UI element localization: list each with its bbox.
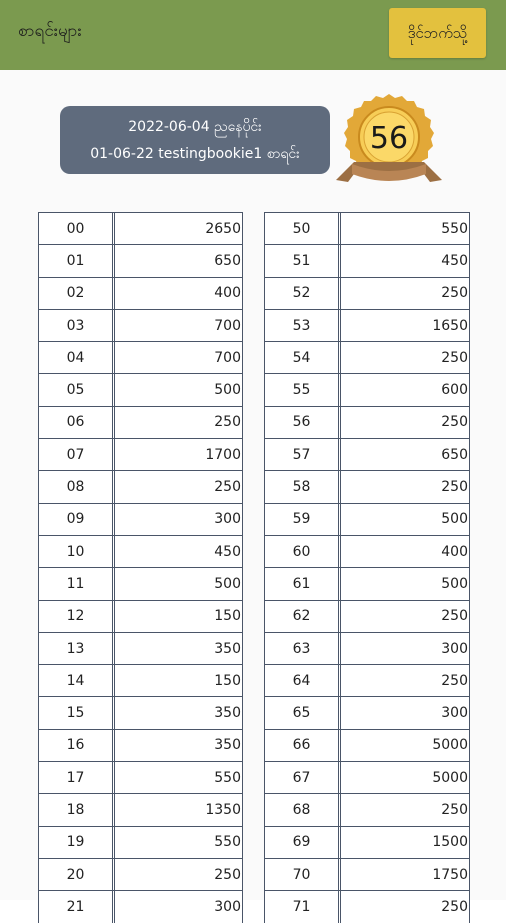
table-row (265, 890, 470, 922)
table-row (39, 212, 243, 244)
amount-cell: 700 (214, 317, 241, 334)
amount-cell: 300 (441, 640, 468, 657)
number-cell: 19 (39, 827, 115, 858)
number-cell: 00 (39, 213, 115, 244)
amount-cell: 350 (214, 737, 241, 754)
number-cell: 52 (265, 278, 341, 309)
table-row (39, 632, 243, 664)
table-row (39, 761, 243, 793)
table-row (39, 277, 243, 309)
number-cell: 61 (265, 568, 341, 599)
page-title: စာရင်းများ (18, 21, 82, 41)
amount-cell: 650 (214, 252, 241, 269)
amount-cell: 250 (441, 898, 468, 915)
amount-cell: 250 (214, 414, 241, 431)
table-row (265, 438, 470, 470)
table-row (265, 470, 470, 502)
amount-cell: 450 (214, 543, 241, 560)
amount-cell: 300 (441, 705, 468, 722)
amount-cell: 2650 (205, 220, 241, 237)
number-cell: 59 (265, 504, 341, 535)
number-cell: 71 (265, 891, 341, 922)
number-cell: 14 (39, 665, 115, 696)
table-row (265, 761, 470, 793)
table-row (265, 858, 470, 890)
table-row (265, 535, 470, 567)
table-row (265, 793, 470, 825)
table-row (265, 341, 470, 373)
table-row (39, 244, 243, 276)
amount-cell: 5000 (432, 769, 468, 786)
number-cell: 68 (265, 794, 341, 825)
amount-cell: 500 (214, 382, 241, 399)
number-cell: 10 (39, 536, 115, 567)
number-cell: 06 (39, 407, 115, 438)
number-cell: 04 (39, 342, 115, 373)
amount-cell: 550 (214, 769, 241, 786)
amount-cell: 300 (214, 898, 241, 915)
amount-cell: 350 (214, 705, 241, 722)
amount-cell: 550 (441, 220, 468, 237)
table-row (265, 567, 470, 599)
table-row (265, 632, 470, 664)
number-cell: 11 (39, 568, 115, 599)
badge-number: 56 (369, 121, 409, 156)
number-cell: 08 (39, 471, 115, 502)
table-row (265, 309, 470, 341)
number-cell: 18 (39, 794, 115, 825)
table-row (39, 600, 243, 632)
number-cell: 20 (39, 859, 115, 890)
number-cell: 54 (265, 342, 341, 373)
number-cell: 64 (265, 665, 341, 696)
table-row (39, 567, 243, 599)
table-row (39, 890, 243, 922)
table-row (39, 535, 243, 567)
amount-cell: 250 (441, 672, 468, 689)
table-row (265, 373, 470, 405)
table-row (265, 503, 470, 535)
number-cell: 15 (39, 697, 115, 728)
amount-cell: 1700 (205, 446, 241, 463)
amount-cell: 650 (441, 446, 468, 463)
table-row (39, 793, 243, 825)
table-row (39, 438, 243, 470)
number-cell: 16 (39, 730, 115, 761)
numbers-table-left (38, 212, 243, 923)
amount-cell: 250 (441, 801, 468, 818)
amount-cell: 400 (441, 543, 468, 560)
number-cell: 13 (39, 633, 115, 664)
number-cell: 66 (265, 730, 341, 761)
amount-cell: 250 (441, 285, 468, 302)
number-cell: 12 (39, 601, 115, 632)
app-bar (0, 0, 506, 70)
numbers-table-right (264, 212, 470, 923)
table-row (39, 696, 243, 728)
amount-cell: 1350 (205, 801, 241, 818)
amount-cell: 550 (214, 834, 241, 851)
amount-cell: 500 (441, 511, 468, 528)
amount-cell: 500 (441, 575, 468, 592)
number-cell: 69 (265, 827, 341, 858)
number-cell: 53 (265, 310, 341, 341)
number-cell: 01 (39, 245, 115, 276)
table-row (39, 341, 243, 373)
amount-cell: 350 (214, 640, 241, 657)
table-row (39, 470, 243, 502)
amount-cell: 150 (214, 608, 241, 625)
table-row (265, 212, 470, 244)
amount-cell: 400 (214, 285, 241, 302)
amount-cell: 700 (214, 349, 241, 366)
amount-cell: 250 (441, 349, 468, 366)
back-to-dealer-button[interactable]: ဒိုင်ဘက်သို့ (389, 8, 486, 58)
number-cell: 63 (265, 633, 341, 664)
number-cell: 05 (39, 374, 115, 405)
number-cell: 60 (265, 536, 341, 567)
number-cell: 17 (39, 762, 115, 793)
table-row (265, 696, 470, 728)
table-row (265, 244, 470, 276)
number-cell: 09 (39, 504, 115, 535)
session-date-label: 2022-06-04 ညနေပိုင်း (128, 119, 262, 135)
number-cell: 65 (265, 697, 341, 728)
amount-cell: 150 (214, 672, 241, 689)
table-row (39, 729, 243, 761)
table-row (39, 373, 243, 405)
amount-cell: 1650 (432, 317, 468, 334)
table-row (265, 826, 470, 858)
amount-cell: 250 (441, 414, 468, 431)
table-row (265, 664, 470, 696)
number-cell: 67 (265, 762, 341, 793)
amount-cell: 600 (441, 382, 468, 399)
table-row (265, 277, 470, 309)
amount-cell: 250 (214, 479, 241, 496)
table-row (39, 406, 243, 438)
amount-cell: 5000 (432, 737, 468, 754)
table-row (39, 309, 243, 341)
number-cell: 51 (265, 245, 341, 276)
main-content (0, 70, 506, 915)
number-cell: 07 (39, 439, 115, 470)
amount-cell: 1750 (432, 866, 468, 883)
amount-cell: 250 (441, 479, 468, 496)
amount-cell: 1500 (432, 834, 468, 851)
session-info-card (60, 106, 330, 174)
table-row (39, 826, 243, 858)
table-row (265, 406, 470, 438)
table-row (265, 729, 470, 761)
number-cell: 21 (39, 891, 115, 922)
number-cell: 58 (265, 471, 341, 502)
number-cell: 62 (265, 601, 341, 632)
table-row (39, 664, 243, 696)
number-cell: 03 (39, 310, 115, 341)
number-cell: 57 (265, 439, 341, 470)
table-row (265, 600, 470, 632)
number-badge (334, 94, 444, 190)
amount-cell: 250 (441, 608, 468, 625)
number-cell: 70 (265, 859, 341, 890)
number-cell: 55 (265, 374, 341, 405)
amount-cell: 450 (441, 252, 468, 269)
table-row (39, 858, 243, 890)
amount-cell: 500 (214, 575, 241, 592)
session-list-label: 01-06-22 testingbookie1 စာရင်း (90, 146, 300, 162)
number-cell: 50 (265, 213, 341, 244)
amount-cell: 250 (214, 866, 241, 883)
number-cell: 02 (39, 278, 115, 309)
amount-cell: 300 (214, 511, 241, 528)
table-row (39, 503, 243, 535)
number-cell: 56 (265, 407, 341, 438)
